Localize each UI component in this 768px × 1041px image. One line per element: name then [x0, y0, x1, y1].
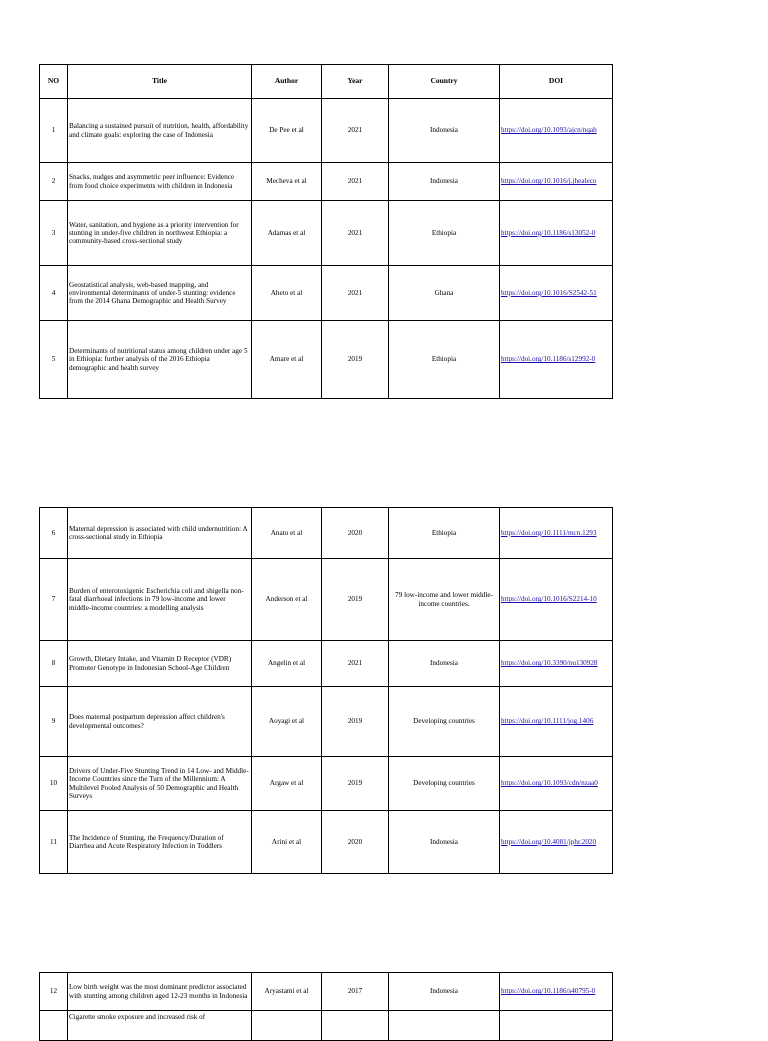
row-no: 4: [40, 266, 68, 321]
doi-link[interactable]: https://doi.org/10.1111/jog.1406: [501, 717, 594, 726]
row-year: 2021: [322, 641, 389, 687]
header-no: NO: [40, 65, 68, 99]
row-no: 7: [40, 559, 68, 641]
row-country: 79 low-income and lower middle-income countries.: [389, 559, 500, 641]
header-author: Author: [252, 65, 322, 99]
row-doi: [500, 973, 613, 1011]
row-title: Water, sanitation, and hygiene as a priority intervention for stunting in under-five children in northwest Ethiopia: a community-based cross-sectional study: [68, 201, 252, 266]
table-row: [40, 163, 613, 201]
doi-link[interactable]: https://doi.org/10.3390/nu130928: [501, 659, 598, 668]
row-year: 2019: [322, 559, 389, 641]
row-title: Maternal depression is associated with child undernutrition: A cross-sectional study in Ethiopia: [68, 508, 252, 559]
header-year: Year: [322, 65, 389, 99]
row-year: 2021: [322, 99, 389, 163]
references-table-2: [39, 507, 613, 874]
doi-link[interactable]: https://doi.org/10.1186/s12992-0: [501, 355, 596, 364]
table-row: [40, 973, 613, 1011]
row-no: 5: [40, 321, 68, 399]
row-country: Ethiopia: [389, 321, 500, 399]
row-author: Anato et al: [252, 508, 322, 559]
table-row: [40, 811, 613, 874]
table-row: [40, 641, 613, 687]
row-year: 2019: [322, 687, 389, 757]
row-no: 3: [40, 201, 68, 266]
row-country: Ghana: [389, 266, 500, 321]
row-author: Amare et al: [252, 321, 322, 399]
table-row: [40, 559, 613, 641]
row-author: [252, 1011, 322, 1041]
row-country: Indonesia: [389, 641, 500, 687]
row-author: Arini et al: [252, 811, 322, 874]
table-row: [40, 321, 613, 399]
table-row: [40, 508, 613, 559]
table-row: [40, 687, 613, 757]
row-country: Developing countries: [389, 757, 500, 811]
doi-link[interactable]: https://doi.org/10.1016/S2214-10: [501, 595, 597, 604]
doi-link[interactable]: https://doi.org/10.1093/ajcn/nqab: [501, 126, 597, 135]
row-country: Indonesia: [389, 973, 500, 1011]
row-country: Developing countries: [389, 687, 500, 757]
row-year: 2020: [322, 811, 389, 874]
row-title: Snacks, nudges and asymmetric peer influence: Evidence from food choice experiments with children in Indonesia: [68, 163, 252, 201]
row-doi: [500, 1011, 613, 1041]
row-year: [322, 1011, 389, 1041]
row-title: Determinants of nutritional status among children under age 5 in Ethiopia: further analysis of the 2016 Ethiopia demographic and health survey: [68, 321, 252, 399]
row-author: Mecheva et al: [252, 163, 322, 201]
row-author: Aheto et al: [252, 266, 322, 321]
row-author: Adamas et al: [252, 201, 322, 266]
row-doi: [500, 687, 613, 757]
row-no: 1: [40, 99, 68, 163]
table-row: [40, 99, 613, 163]
row-doi: [500, 321, 613, 399]
row-no: [40, 1011, 68, 1041]
row-title: Growth, Dietary Intake, and Vitamin D Receptor (VDR) Promoter Genotype in Indonesian School-Age Children: [68, 641, 252, 687]
row-author: Aoyagi et al: [252, 687, 322, 757]
row-country: Indonesia: [389, 163, 500, 201]
row-country: Indonesia: [389, 811, 500, 874]
references-table-3: [39, 972, 613, 1041]
row-title: Drivers of Under-Five Stunting Trend in 14 Low- and Middle-Income Countries since the Turn of the Millennium: A Multilevel Pooled Analysis of 50 Demographic and Health Surveys: [68, 757, 252, 811]
row-doi: [500, 508, 613, 559]
row-year: 2019: [322, 757, 389, 811]
doi-link[interactable]: https://doi.org/10.4081/jphr.2020: [501, 837, 597, 846]
row-year: 2020: [322, 508, 389, 559]
doi-link[interactable]: https://doi.org/10.1016/j.jhealeco: [501, 177, 597, 186]
header-doi: DOI: [500, 65, 613, 99]
row-title: Burden of enterotoxigenic Escherichia coli and shigella non-fatal diarrhoeal infections in 79 low-income and lower middle-income countries: a modelling analysis: [68, 559, 252, 641]
row-year: 2021: [322, 201, 389, 266]
row-country: Ethiopia: [389, 508, 500, 559]
row-title: Geostatistical analysis, web-based mapping, and environmental determinants of under-5 stunting: evidence from the 2014 Ghana Demographic and Health Survey: [68, 266, 252, 321]
row-country: Indonesia: [389, 99, 500, 163]
row-no: 9: [40, 687, 68, 757]
row-year: 2019: [322, 321, 389, 399]
row-no: 6: [40, 508, 68, 559]
row-doi: [500, 811, 613, 874]
row-doi: [500, 559, 613, 641]
row-country: Ethiopia: [389, 201, 500, 266]
header-country: Country: [389, 65, 500, 99]
doi-link[interactable]: https://doi.org/10.1186/s13052-0: [501, 228, 596, 237]
doi-link[interactable]: https://doi.org/10.1111/mcn.1293: [501, 528, 597, 537]
row-title: Cigarette smoke exposure and increased risk of: [68, 1011, 252, 1041]
row-no: 2: [40, 163, 68, 201]
table-row: [40, 201, 613, 266]
table-row: [40, 266, 613, 321]
row-author: Argaw et al: [252, 757, 322, 811]
doi-link[interactable]: https://doi.org/10.1016/S2542-51: [501, 288, 597, 297]
header-title: Title: [68, 65, 252, 99]
table-row: [40, 757, 613, 811]
table-header-row: [40, 65, 613, 99]
row-title: Balancing a sustained pursuit of nutrition, health, affordability and climate goals: exploring the case of Indonesia: [68, 99, 252, 163]
doi-link[interactable]: https://doi.org/10.1186/s40795-0: [501, 987, 596, 996]
row-year: 2021: [322, 163, 389, 201]
row-doi: [500, 266, 613, 321]
row-doi: [500, 641, 613, 687]
row-author: De Pee et al: [252, 99, 322, 163]
row-author: Angelin et al: [252, 641, 322, 687]
row-no: 8: [40, 641, 68, 687]
row-no: 12: [40, 973, 68, 1011]
references-table-1: [39, 64, 613, 399]
row-doi: [500, 163, 613, 201]
row-no: 10: [40, 757, 68, 811]
row-author: Anderson et al: [252, 559, 322, 641]
row-title: The Incidence of Stunting, the Frequency/Duration of Diarrhea and Acute Respiratory Infection in Toddlers: [68, 811, 252, 874]
row-year: 2017: [322, 973, 389, 1011]
row-year: 2021: [322, 266, 389, 321]
doi-link[interactable]: https://doi.org/10.1093/cdn/nzaa0: [501, 779, 598, 788]
table-row-partial: [40, 1011, 613, 1041]
row-no: 11: [40, 811, 68, 874]
row-title: Does maternal postpartum depression affect children's developmental outcomes?: [68, 687, 252, 757]
row-doi: [500, 201, 613, 266]
row-title: Low birth weight was the most dominant predictor associated with stunting among children aged 12-23 months in Indonesia: [68, 973, 252, 1011]
row-country: [389, 1011, 500, 1041]
row-doi: [500, 757, 613, 811]
row-author: Aryastami et al: [252, 973, 322, 1011]
row-doi: [500, 99, 613, 163]
